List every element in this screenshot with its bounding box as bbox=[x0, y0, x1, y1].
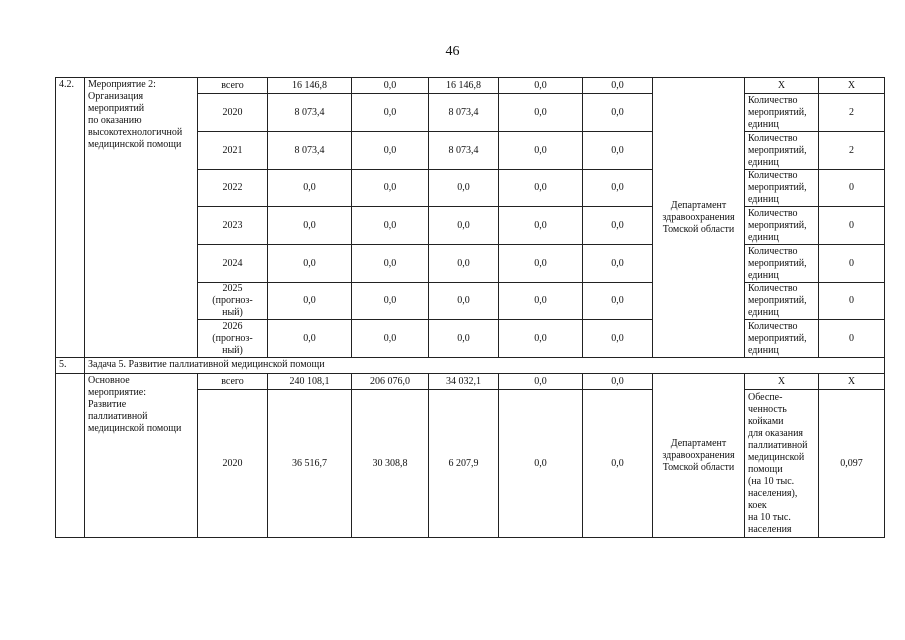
indicator-cell: Количество мероприятий, единиц bbox=[745, 207, 819, 245]
department-cell: Департамент здравоохранения Томской области bbox=[653, 78, 745, 358]
other-cell: 0,0 bbox=[583, 207, 653, 245]
value-cell: 0 bbox=[819, 170, 885, 207]
year-cell: 2021 bbox=[198, 132, 268, 170]
federal-cell: 206 076,0 bbox=[352, 374, 429, 390]
other-cell: 0,0 bbox=[583, 390, 653, 538]
value-cell: 0 bbox=[819, 245, 885, 283]
indicator-cell: Количество мероприятий, единиц bbox=[745, 170, 819, 207]
value-cell: 0,097 bbox=[819, 390, 885, 538]
total-cell: 36 516,7 bbox=[268, 390, 352, 538]
local-cell: 0,0 bbox=[499, 283, 583, 320]
year-cell: 2020 bbox=[198, 390, 268, 538]
value-cell: X bbox=[819, 78, 885, 94]
other-cell: 0,0 bbox=[583, 320, 653, 358]
local-cell: 0,0 bbox=[499, 207, 583, 245]
empty-number-cell bbox=[56, 374, 85, 538]
indicator-cell: Количество мероприятий, единиц bbox=[745, 245, 819, 283]
federal-cell: 0,0 bbox=[352, 207, 429, 245]
value-cell: 2 bbox=[819, 132, 885, 170]
measure-name: Основное мероприятие: Развитие паллиативной медицинской помощи bbox=[85, 374, 198, 538]
local-cell: 0,0 bbox=[499, 78, 583, 94]
other-cell: 0,0 bbox=[583, 78, 653, 94]
federal-cell: 0,0 bbox=[352, 94, 429, 132]
total-cell: 0,0 bbox=[268, 320, 352, 358]
value-cell: 2 bbox=[819, 94, 885, 132]
indicator-cell: Количество мероприятий, единиц bbox=[745, 320, 819, 358]
year-cell: всего bbox=[198, 374, 268, 390]
local-cell: 0,0 bbox=[499, 320, 583, 358]
federal-cell: 0,0 bbox=[352, 132, 429, 170]
other-cell: 0,0 bbox=[583, 132, 653, 170]
total-cell: 0,0 bbox=[268, 283, 352, 320]
local-cell: 0,0 bbox=[499, 374, 583, 390]
department-cell: Департамент здравоохранения Томской области bbox=[653, 374, 745, 538]
other-cell: 0,0 bbox=[583, 245, 653, 283]
local-cell: 0,0 bbox=[499, 132, 583, 170]
other-cell: 0,0 bbox=[583, 94, 653, 132]
other-cell: 0,0 bbox=[583, 374, 653, 390]
total-cell: 16 146,8 bbox=[268, 78, 352, 94]
year-cell: 2024 bbox=[198, 245, 268, 283]
indicator-cell: X bbox=[745, 374, 819, 390]
federal-cell: 0,0 bbox=[352, 78, 429, 94]
page-number: 46 bbox=[445, 44, 460, 59]
regional-cell: 8 073,4 bbox=[429, 94, 499, 132]
total-cell: 0,0 bbox=[268, 207, 352, 245]
regional-cell: 0,0 bbox=[429, 245, 499, 283]
regional-cell: 6 207,9 bbox=[429, 390, 499, 538]
regional-cell: 0,0 bbox=[429, 320, 499, 358]
value-cell: 0 bbox=[819, 207, 885, 245]
table-row bbox=[56, 358, 885, 374]
year-cell: всего bbox=[198, 78, 268, 94]
regional-cell: 34 032,1 bbox=[429, 374, 499, 390]
federal-cell: 0,0 bbox=[352, 170, 429, 207]
measure-name: Мероприятие 2: Организация мероприятий по оказанию высокотехнологичной медицинской помощи bbox=[85, 78, 198, 358]
indicator-cell: Количество мероприятий, единиц bbox=[745, 94, 819, 132]
indicator-cell: X bbox=[745, 78, 819, 94]
total-cell: 240 108,1 bbox=[268, 374, 352, 390]
indicator-cell: Количество мероприятий, единиц bbox=[745, 283, 819, 320]
task-title: Задача 5. Развитие паллиативной медицинской помощи bbox=[85, 358, 885, 374]
value-cell: 0 bbox=[819, 320, 885, 358]
indicator-cell: Обеспе- ченность койками для оказания паллиативной медицинской помощи (на 10 тыс. населения), коек на 10 тыс. населения bbox=[745, 390, 819, 538]
federal-cell: 30 308,8 bbox=[352, 390, 429, 538]
value-cell: 0 bbox=[819, 283, 885, 320]
local-cell: 0,0 bbox=[499, 245, 583, 283]
regional-cell: 0,0 bbox=[429, 283, 499, 320]
total-cell: 8 073,4 bbox=[268, 94, 352, 132]
federal-cell: 0,0 bbox=[352, 320, 429, 358]
table-row bbox=[56, 374, 885, 390]
year-cell: 2020 bbox=[198, 94, 268, 132]
program-table bbox=[55, 77, 885, 538]
value-cell: X bbox=[819, 374, 885, 390]
year-cell: 2022 bbox=[198, 170, 268, 207]
regional-cell: 16 146,8 bbox=[429, 78, 499, 94]
task-number: 5. bbox=[56, 358, 85, 374]
federal-cell: 0,0 bbox=[352, 283, 429, 320]
regional-cell: 0,0 bbox=[429, 207, 499, 245]
regional-cell: 0,0 bbox=[429, 170, 499, 207]
total-cell: 8 073,4 bbox=[268, 132, 352, 170]
table-row bbox=[56, 78, 885, 94]
year-cell: 2025 (прогноз- ный) bbox=[198, 283, 268, 320]
year-cell: 2023 bbox=[198, 207, 268, 245]
local-cell: 0,0 bbox=[499, 170, 583, 207]
regional-cell: 8 073,4 bbox=[429, 132, 499, 170]
indicator-cell: Количество мероприятий, единиц bbox=[745, 132, 819, 170]
local-cell: 0,0 bbox=[499, 94, 583, 132]
total-cell: 0,0 bbox=[268, 170, 352, 207]
row-number: 4.2. bbox=[56, 78, 85, 358]
other-cell: 0,0 bbox=[583, 170, 653, 207]
federal-cell: 0,0 bbox=[352, 245, 429, 283]
other-cell: 0,0 bbox=[583, 283, 653, 320]
year-cell: 2026 (прогноз- ный) bbox=[198, 320, 268, 358]
local-cell: 0,0 bbox=[499, 390, 583, 538]
total-cell: 0,0 bbox=[268, 245, 352, 283]
